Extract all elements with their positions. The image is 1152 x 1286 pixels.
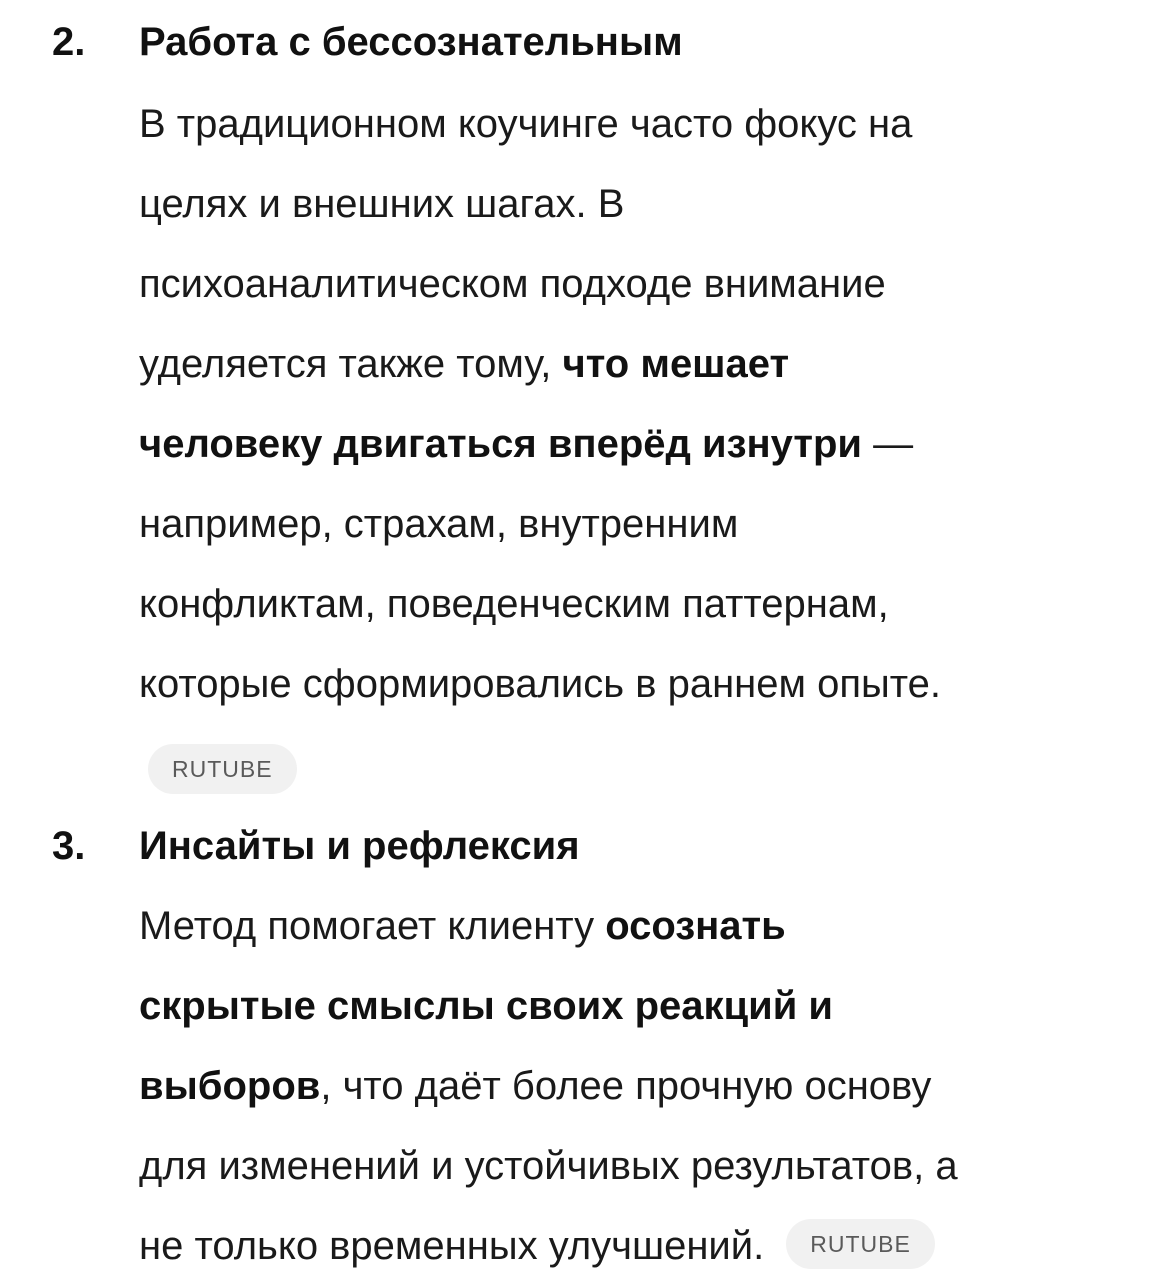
section-title: Работа с бессознательным bbox=[139, 20, 683, 64]
source-badge-rutube[interactable]: RUTUBE bbox=[786, 1219, 935, 1269]
body-line: для изменений и устойчивых результатов, а bbox=[139, 1144, 958, 1188]
body-line bbox=[139, 886, 1129, 966]
body-text: уделяется также тому, bbox=[139, 342, 563, 386]
section-body bbox=[139, 886, 1129, 1286]
emphasis-text: что мешает bbox=[562, 342, 790, 386]
emphasis-text: выборов bbox=[139, 1064, 321, 1108]
body-line: конфликтам, поведенческим паттернам, bbox=[139, 582, 889, 626]
section-body bbox=[139, 84, 1129, 724]
body-text: , что даёт более прочную основу bbox=[320, 1064, 932, 1108]
body-line: которые сформировались в раннем опыте. bbox=[139, 662, 941, 706]
body-line: например, страхам, внутренним bbox=[139, 502, 739, 546]
body-line bbox=[139, 966, 1129, 1046]
body-line: психоаналитическом подходе внимание bbox=[139, 262, 886, 306]
emphasis-text: осознать bbox=[605, 904, 786, 948]
emphasis-text: человеку двигаться вперёд изнутри bbox=[139, 422, 862, 466]
list-number: 2. bbox=[52, 20, 86, 64]
section-title: Инсайты и рефлексия bbox=[139, 824, 580, 868]
source-badge-wrapper bbox=[148, 744, 297, 794]
emphasis-text: скрытые смыслы своих реакций и bbox=[139, 984, 834, 1028]
body-line: В традиционном коучинге часто фокус на bbox=[139, 102, 913, 146]
source-badge-rutube[interactable]: RUTUBE bbox=[148, 744, 297, 794]
body-text: Метод помогает клиенту bbox=[139, 904, 606, 948]
body-line bbox=[139, 1206, 1129, 1286]
body-line bbox=[139, 324, 1129, 404]
body-line bbox=[139, 1046, 1129, 1126]
body-text: — bbox=[862, 422, 914, 466]
list-number: 3. bbox=[52, 824, 86, 868]
body-text: не только временных улучшений. bbox=[139, 1224, 765, 1268]
body-line: целях и внешних шагах. В bbox=[139, 182, 625, 226]
body-line bbox=[139, 404, 1129, 484]
